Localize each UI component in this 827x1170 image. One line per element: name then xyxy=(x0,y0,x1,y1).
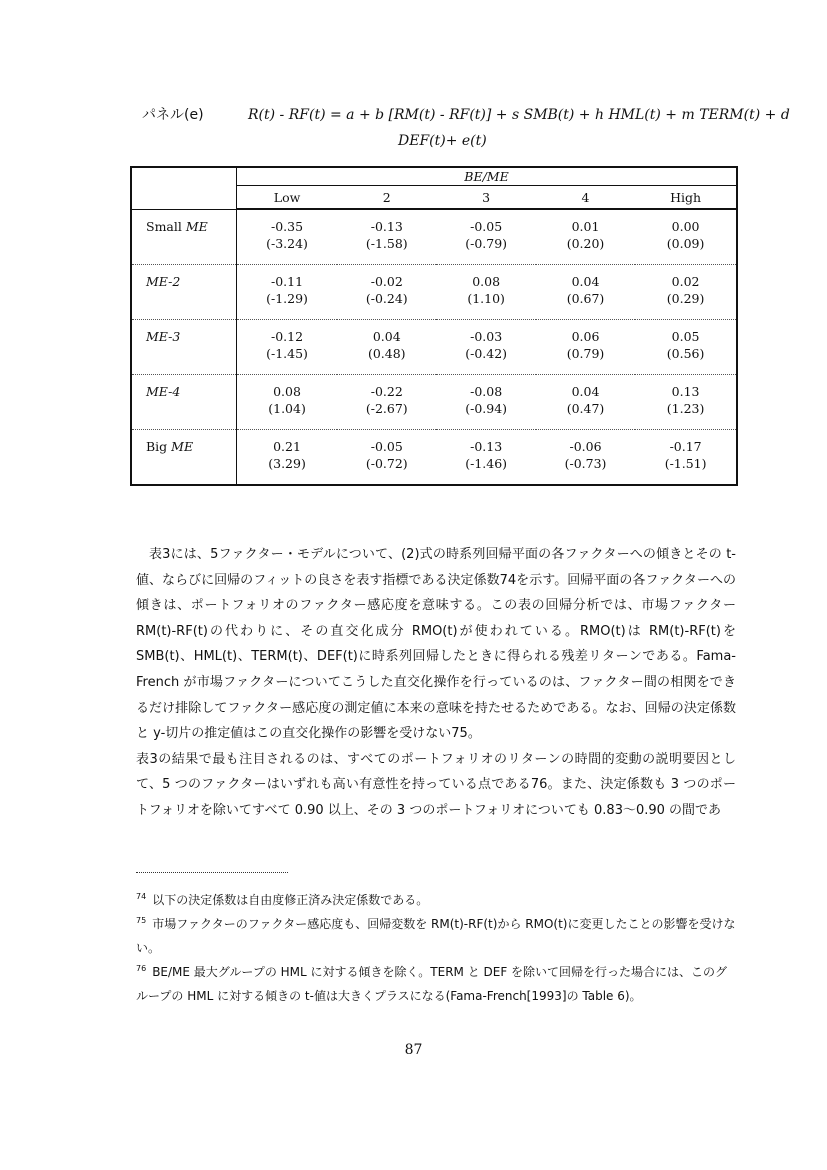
coefficient: -0.06 xyxy=(569,439,602,454)
t-value: (0.29) xyxy=(666,291,705,306)
row-label-italic: ME-2 xyxy=(146,274,181,289)
table-row xyxy=(131,430,737,486)
coefficient: -0.17 xyxy=(669,439,702,454)
table-cell xyxy=(337,320,436,375)
coefficient: -0.03 xyxy=(470,329,503,344)
coefficient: -0.13 xyxy=(370,219,403,234)
coefficient: -0.13 xyxy=(470,439,503,454)
row-label xyxy=(131,320,237,375)
t-value: (0.20) xyxy=(566,236,605,251)
t-value: (-1.51) xyxy=(664,456,707,471)
coefficient: -0.11 xyxy=(271,274,304,289)
t-value: (1.23) xyxy=(666,401,705,416)
column-header: 3 xyxy=(436,186,535,210)
table-cell xyxy=(237,209,338,265)
table-cell xyxy=(237,320,338,375)
column-header: 4 xyxy=(536,186,635,210)
table-cell xyxy=(635,265,737,320)
page-number: 87 xyxy=(404,1042,423,1058)
panel-title xyxy=(142,106,790,149)
coefficient: 0.08 xyxy=(472,274,501,289)
column-header: High xyxy=(635,186,737,210)
table-row xyxy=(131,375,737,430)
table-cell xyxy=(436,320,535,375)
footnote-text: 以下の決定係数は自由度修正済み決定係数である。 xyxy=(152,893,429,907)
row-label-italic: ME xyxy=(185,218,208,234)
footnote xyxy=(136,960,736,1008)
row-label xyxy=(131,375,237,430)
coefficient: 0.08 xyxy=(273,384,301,399)
t-value: (-0.42) xyxy=(465,346,508,361)
coefficient: 0.00 xyxy=(671,219,700,234)
table-cell xyxy=(337,375,436,430)
t-value: (-3.24) xyxy=(266,236,308,251)
coefficient: -0.12 xyxy=(271,329,304,344)
footnote-text: 市場ファクターのファクター感応度も、回帰変数を RM(t)-RF(t)から RMO(t)に変更したことの影響を受けない。 xyxy=(136,917,736,955)
table-row xyxy=(131,265,737,320)
table-cell xyxy=(635,320,737,375)
coefficient: -0.05 xyxy=(470,219,503,234)
footnote-number: 75 xyxy=(136,916,147,925)
t-value: (0.48) xyxy=(367,346,406,361)
group-header: BE/ME xyxy=(237,167,738,186)
table-cell xyxy=(536,265,635,320)
table-cell xyxy=(337,265,436,320)
coefficient: 0.05 xyxy=(671,329,700,344)
footnote-number: 74 xyxy=(136,892,147,901)
coefficient: 0.13 xyxy=(671,384,700,399)
t-value: (-1.46) xyxy=(465,456,508,471)
table-cell xyxy=(436,430,535,486)
t-value: (3.29) xyxy=(268,456,306,471)
table-cell xyxy=(536,209,635,265)
column-header: 2 xyxy=(337,186,436,210)
table-cell xyxy=(635,430,737,486)
coefficient: 0.04 xyxy=(372,329,401,344)
coefficient: 0.04 xyxy=(571,384,600,399)
panel-label: パネル(e) xyxy=(142,107,204,123)
coefficient: 0.21 xyxy=(273,439,301,454)
table-cell xyxy=(536,320,635,375)
row-label-italic: ME-3 xyxy=(146,329,181,344)
table-cell xyxy=(436,375,535,430)
t-value: (1.10) xyxy=(467,291,505,306)
table-row xyxy=(131,320,737,375)
table-cell xyxy=(337,430,436,486)
table-cell xyxy=(237,430,338,486)
table-row xyxy=(131,209,737,265)
table-cell xyxy=(237,265,338,320)
t-value: (-0.24) xyxy=(365,291,408,306)
coefficient: 0.06 xyxy=(571,329,600,344)
footnote xyxy=(136,888,736,912)
row-label xyxy=(131,265,237,320)
table-cell xyxy=(337,209,436,265)
row-label-text: Big xyxy=(146,439,172,454)
footnote-text: BE/ME 最大グループの HML に対する傾きを除く。TERM と DEF を除いて回帰を行った場合には、このグループの HML に対する傾きの t-値は大きくプラスになる(Fama-French[1993]の Table 6)。 xyxy=(136,965,728,1003)
row-label-italic: ME-4 xyxy=(146,384,181,399)
t-value: (1.04) xyxy=(268,401,306,416)
t-value: (0.56) xyxy=(666,346,705,361)
paragraph: 表3の結果で最も注目されるのは、すべてのポートフォリオのリターンの時間的変動の説明要因として、5 つのファクターはいずれも高い有意性を持っている点である76。また、決定係数も 3 つのポートフォリオを除いてすべて 0.90 以上、その 3 つのポートフォリオについても 0.83～0.90 の間であ xyxy=(136,751,736,818)
coefficient: 0.02 xyxy=(671,274,700,289)
table-body xyxy=(131,209,737,485)
t-value: (-1.58) xyxy=(365,236,408,251)
table-cell xyxy=(436,209,535,265)
model-equation-line2: DEF(t)+ e(t) xyxy=(398,133,487,149)
paragraph: 表3には、5ファクター・モデルについて、(2)式の時系列回帰平面の各ファクターへの傾きとその t-値、ならびに回帰のフィットの良さを表す指標である決定係数74を示す。回帰平面の各ファクターへの傾きは、ポートフォリオのファクター感応度を意味する。この表の回帰分析では、市場ファクター RM(t)-RF(t)の代わりに、その直交化成分 RMO(t)が使われている。RMO(t)は RM(t)-RF(t)を SMB(t)、HML(t)、TERM(t)、DEF(t)に時系列回帰したときに得られる残差リターンである。Fama-French が市場ファクターについてこうした直交化操作を行っているのは、ファクター間の相関をできるだけ排除してファクター感応度の測定値に本来の意味を持たせるためである。なお、回帰の決定係数と y-切片の推定値はこの直交化操作の影響を受けない75。 xyxy=(136,547,736,742)
t-value: (-0.73) xyxy=(564,456,607,471)
body-text xyxy=(136,542,736,824)
coefficient: -0.02 xyxy=(370,274,403,289)
footnote-number: 76 xyxy=(136,964,147,973)
table-corner xyxy=(131,167,237,209)
t-value: (0.67) xyxy=(566,291,605,306)
footnote-rule xyxy=(136,872,288,873)
t-value: (-1.29) xyxy=(266,291,308,306)
row-label-text: Small xyxy=(146,218,186,234)
t-value: (-0.94) xyxy=(465,401,508,416)
row-label xyxy=(131,430,237,486)
table-cell xyxy=(237,375,338,430)
table-cell xyxy=(436,265,535,320)
coefficient: -0.05 xyxy=(370,439,403,454)
t-value: (-0.79) xyxy=(465,236,508,251)
table-cell xyxy=(635,375,737,430)
coefficient: 0.01 xyxy=(571,219,600,234)
footnote xyxy=(136,912,736,960)
table-cell xyxy=(635,209,737,265)
regression-table xyxy=(130,166,738,486)
t-value: (0.47) xyxy=(566,401,605,416)
row-label-italic: ME xyxy=(171,439,194,454)
model-equation-line1: R(t) - RF(t) = a + b [RM(t) - RF(t)] + s SMB(t) + h HML(t) + m TERM(t) + d xyxy=(248,107,790,123)
row-label xyxy=(131,209,237,265)
t-value: (-2.67) xyxy=(365,401,408,416)
t-value: (0.09) xyxy=(666,236,705,251)
table-cell xyxy=(536,375,635,430)
footnotes xyxy=(136,888,736,1008)
coefficient: 0.04 xyxy=(571,274,600,289)
t-value: (0.79) xyxy=(566,346,605,361)
table-cell xyxy=(536,430,635,486)
t-value: (-1.45) xyxy=(266,346,308,361)
column-header: Low xyxy=(237,186,338,210)
coefficient: -0.35 xyxy=(271,219,304,234)
coefficient: -0.22 xyxy=(370,384,403,399)
t-value: (-0.72) xyxy=(365,456,408,471)
coefficient: -0.08 xyxy=(470,384,503,399)
